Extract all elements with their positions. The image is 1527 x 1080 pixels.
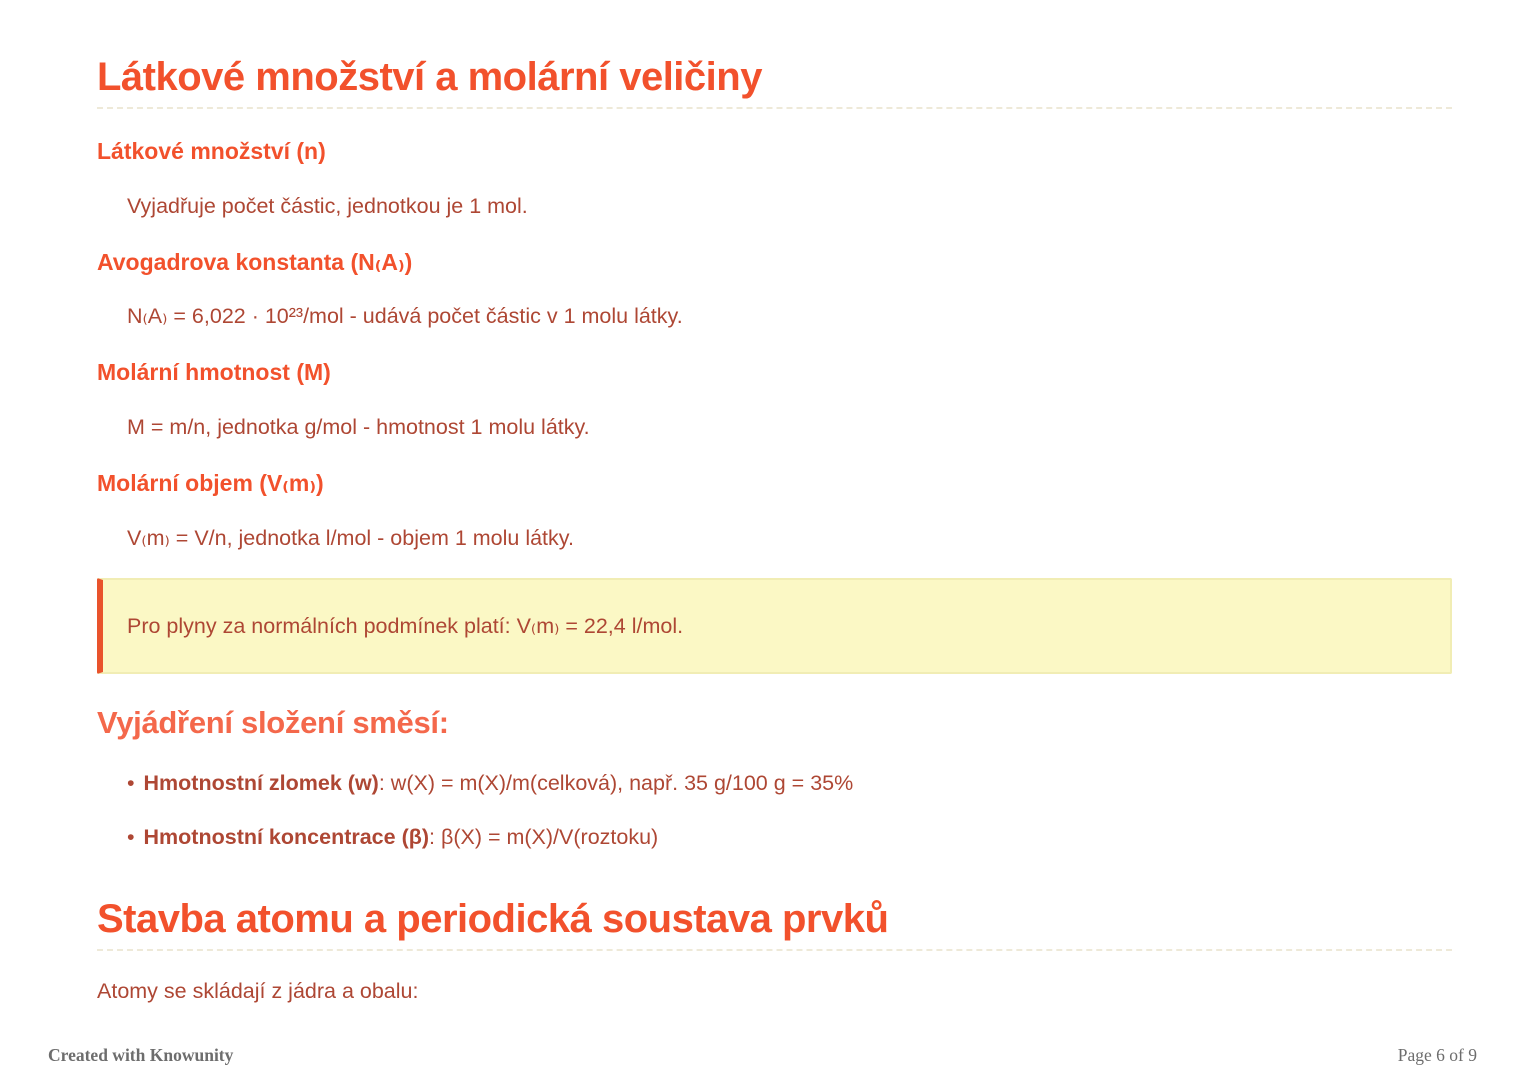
bullet-marker: • xyxy=(127,825,135,850)
footer-branding: Created with Knowunity xyxy=(48,1045,234,1065)
subheading-amount-of-substance: Látkové množství (n) xyxy=(97,138,326,164)
bullet-item-mass-concentration xyxy=(127,824,1452,851)
dotted-divider xyxy=(97,107,1452,109)
callout-note-text: Pro plyny za normálních podmínek platí: V₍m₎ = 22,4 l/mol. xyxy=(127,613,684,638)
footer-page-number: Page 6 of 9 xyxy=(1397,1045,1477,1065)
section-title-molar-quantities: Látkové množství a molární veličiny xyxy=(97,55,762,99)
paragraph-atom-intro: Atomy se skládají z jádra a obalu: xyxy=(97,979,419,1004)
section-title-atom-structure: Stavba atomu a periodická soustava prvků xyxy=(97,897,889,942)
section-title-mixture-composition: Vyjádření složení směsí: xyxy=(97,705,449,741)
page-footer xyxy=(48,1045,1477,1066)
paragraph-amount-of-substance: Vyjadřuje počet částic, jednotkou je 1 mol. xyxy=(127,193,528,218)
bullet-definition-mass-concentration: : β(X) = m(X)/V(roztoku) xyxy=(429,825,659,850)
subheading-molar-mass: Molární hmotnost (M) xyxy=(97,359,331,386)
bullet-marker: • xyxy=(127,770,135,795)
paragraph-molar-volume: V₍m₎ = V/n, jednotka l/mol - objem 1 molu látky. xyxy=(127,525,574,550)
bullet-term-mass-fraction: Hmotnostní zlomek (w) xyxy=(143,770,379,795)
subheading-avogadro-constant: Avogadrova konstanta (N₍A₎) xyxy=(97,248,413,275)
dotted-divider xyxy=(97,949,1452,951)
paragraph-molar-mass: M = m/n, jednotka g/mol - hmotnost 1 molu látky. xyxy=(127,415,590,439)
callout-note-box xyxy=(97,578,1452,675)
paragraph-avogadro-constant: N₍A₎ = 6,022 · 10²³/mol - udává počet částic v 1 molu látky. xyxy=(127,304,683,329)
subheading-molar-volume: Molární objem (V₍m₎) xyxy=(97,469,324,496)
bullet-term-mass-concentration: Hmotnostní koncentrace (β) xyxy=(143,825,430,850)
bullet-definition-mass-fraction: : w(X) = m(X)/m(celková), např. 35 g/100 g = 35% xyxy=(378,770,854,795)
bullet-item-mass-fraction xyxy=(127,770,1452,797)
